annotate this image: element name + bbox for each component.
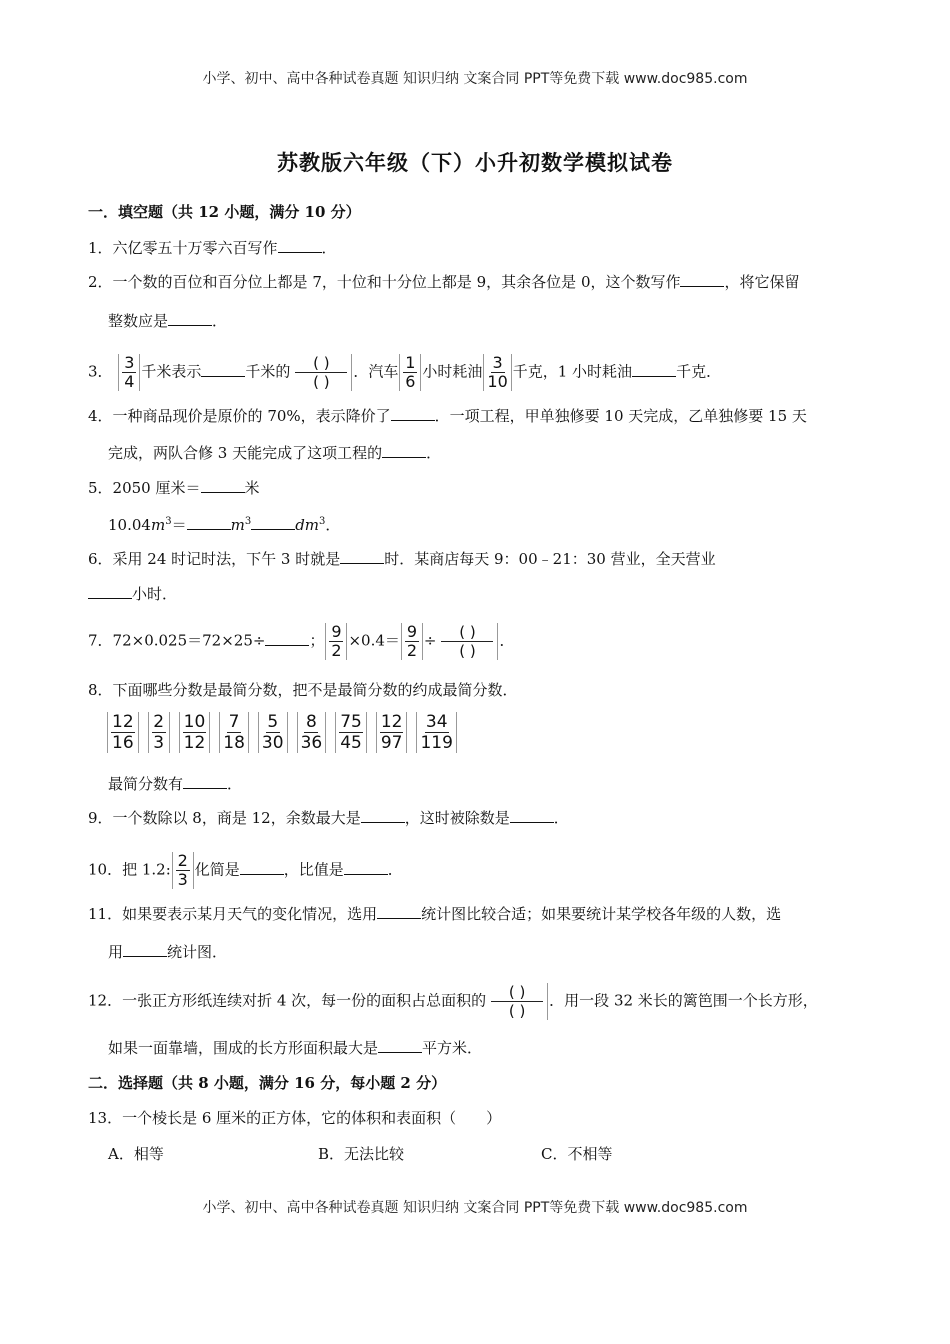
answer-blank[interactable] <box>251 515 295 530</box>
question-1: 1．六亿零五十万零六百写作 ． <box>88 239 337 257</box>
question-2: 2．一个数的百位和百分位上都是 7，十位和十分位上都是 9，其余各位是 0，这个数写作 ，将它保留 <box>88 273 800 291</box>
question-10: 10．把 1.2: $\frac{2}{3}$ 化简是 ，比值是 ． <box>88 851 403 889</box>
q8-fraction: $\frac{34}{119}$ <box>416 712 456 753</box>
q8-fraction: $\frac{10}{12}$ <box>179 712 211 753</box>
answer-blank[interactable] <box>391 406 435 421</box>
answer-blank[interactable] <box>361 808 405 823</box>
question-4-cont: 完成，两队合修 3 天能完成了这项工程的 ． <box>108 444 442 462</box>
question-11: 11．如果要表示某月天气的变化情况，选用 统计图比较合适；如果要统计某学校各年级的人数，选 <box>88 905 782 923</box>
answer-blank[interactable] <box>240 860 284 875</box>
fraction: $\frac{1}{6}$ <box>399 354 421 391</box>
question-3: 3． $\frac{3}{4}$ 千米表示 千米的 $\frac{( )}{( )}$ ．汽车 $\frac{1}{6}$ 小时耗油 $\frac{3}{10}$ 千克，1 小时耗油 千克． <box>88 353 722 391</box>
q8-fraction: $\frac{12}{16}$ <box>107 712 139 753</box>
answer-blank[interactable] <box>201 478 245 493</box>
page-footer: 小学、初中、高中各种试卷真题 知识归纳 文案合同 PPT等免费下载 www.doc985.com <box>202 1200 748 1216</box>
answer-blank[interactable] <box>382 443 426 458</box>
answer-blank[interactable] <box>183 774 227 789</box>
answer-blank[interactable] <box>88 584 132 599</box>
answer-blank[interactable] <box>340 549 384 564</box>
q8-fraction: $\frac{75}{45}$ <box>335 712 367 753</box>
section-heading-multiple-choice: 二．选择题（共 8 小题，满分 16 分，每小题 2 分） <box>88 1074 447 1092</box>
q8-fraction: $\frac{5}{30}$ <box>258 712 288 753</box>
option-c[interactable]: C．不相等 <box>541 1145 613 1163</box>
question-6-cont: 小时． <box>88 582 878 606</box>
question-7: 7．72×0.025＝72×25÷ ； $\frac{9}{2}$ ×0.4＝ $\frac{9}{2}$ ÷ $\frac{( )}{( )}$ ． <box>88 622 515 660</box>
answer-blank[interactable] <box>123 942 167 957</box>
question-5-cont: $10.04m^3= m^3$ $dm^3$． <box>108 516 341 534</box>
q8-fraction: $\frac{7}{18}$ <box>219 712 249 753</box>
question-11-cont: 用 统计图． <box>108 943 228 961</box>
question-8: 8．下面哪些分数是最简分数，把不是最简分数的约成最简分数． <box>88 681 518 699</box>
answer-blank[interactable] <box>265 631 309 646</box>
answer-blank[interactable] <box>632 362 676 377</box>
fraction: $\frac{2}{3}$ <box>172 852 194 889</box>
answer-blank[interactable] <box>187 515 231 530</box>
answer-blank[interactable] <box>201 362 245 377</box>
question-12: 12．一张正方形纸连续对折 4 次，每一份的面积占总面积的 $\frac{( )}{( )}$ ．用一段 32 米长的篱笆围一个长方形， <box>88 983 818 1020</box>
answer-blank[interactable] <box>278 238 322 253</box>
answer-blank[interactable] <box>168 311 212 326</box>
fraction: $\frac{3}{4}$ <box>118 354 140 391</box>
paren-fraction-blank[interactable]: $\frac{( )}{( )}$ <box>487 983 548 1020</box>
answer-blank[interactable] <box>344 860 388 875</box>
q8-fraction: $\frac{12}{97}$ <box>376 712 408 753</box>
question-2-cont: 整数应是 ． <box>108 312 228 330</box>
page-header: 小学、初中、高中各种试卷真题 知识归纳 文案合同 PPT等免费下载 www.doc985.com <box>202 71 748 87</box>
paren-fraction-blank[interactable]: $\frac{( )}{( )}$ <box>437 623 498 660</box>
question-13: 13．一个棱长是 6 厘米的正方体，它的体积和表面积（ ） <box>88 1109 502 1127</box>
fraction: $\frac{3}{10}$ <box>483 354 511 391</box>
question-4: 4．一种商品现价是原价的 70%，表示降价了 ．一项工程，甲单独修要 10 天完成，乙单独修要 15 天 <box>88 407 807 425</box>
fraction-list <box>106 712 458 753</box>
q8-fraction: $\frac{8}{36}$ <box>297 712 327 753</box>
option-b[interactable]: B．无法比较 <box>318 1145 405 1163</box>
question-6: 6．采用 24 时记时法，下午 3 时就是 时．某商店每天 9：00﹣21：30 营业，全天营业 <box>88 550 716 568</box>
page-title: 苏教版六年级（下）小升初数学模拟试卷 <box>277 150 673 175</box>
paren-fraction-blank[interactable]: $\frac{( )}{( )}$ <box>291 354 352 391</box>
fraction: $\frac{9}{2}$ <box>401 623 423 660</box>
q8-fraction: $\frac{2}{3}$ <box>148 712 170 753</box>
answer-blank[interactable] <box>680 272 724 287</box>
question-9: 9．一个数除以 8，商是 12，余数最大是 ，这时被除数是 ． <box>88 809 569 827</box>
question-8-answer: 最简分数有 ． <box>108 775 243 793</box>
fraction: $\frac{9}{2}$ <box>325 623 347 660</box>
answer-blank[interactable] <box>510 808 554 823</box>
answer-blank[interactable] <box>378 1038 422 1053</box>
answer-blank[interactable] <box>377 904 421 919</box>
option-a[interactable]: A．相等 <box>108 1145 164 1163</box>
question-5: 5．2050 厘米＝ 米 <box>88 479 260 497</box>
section-heading-fill-blank: 一．填空题（共 12 小题，满分 10 分） <box>88 203 361 221</box>
question-12-cont: 如果一面靠墙，围成的长方形面积最大是 平方米． <box>108 1039 483 1057</box>
